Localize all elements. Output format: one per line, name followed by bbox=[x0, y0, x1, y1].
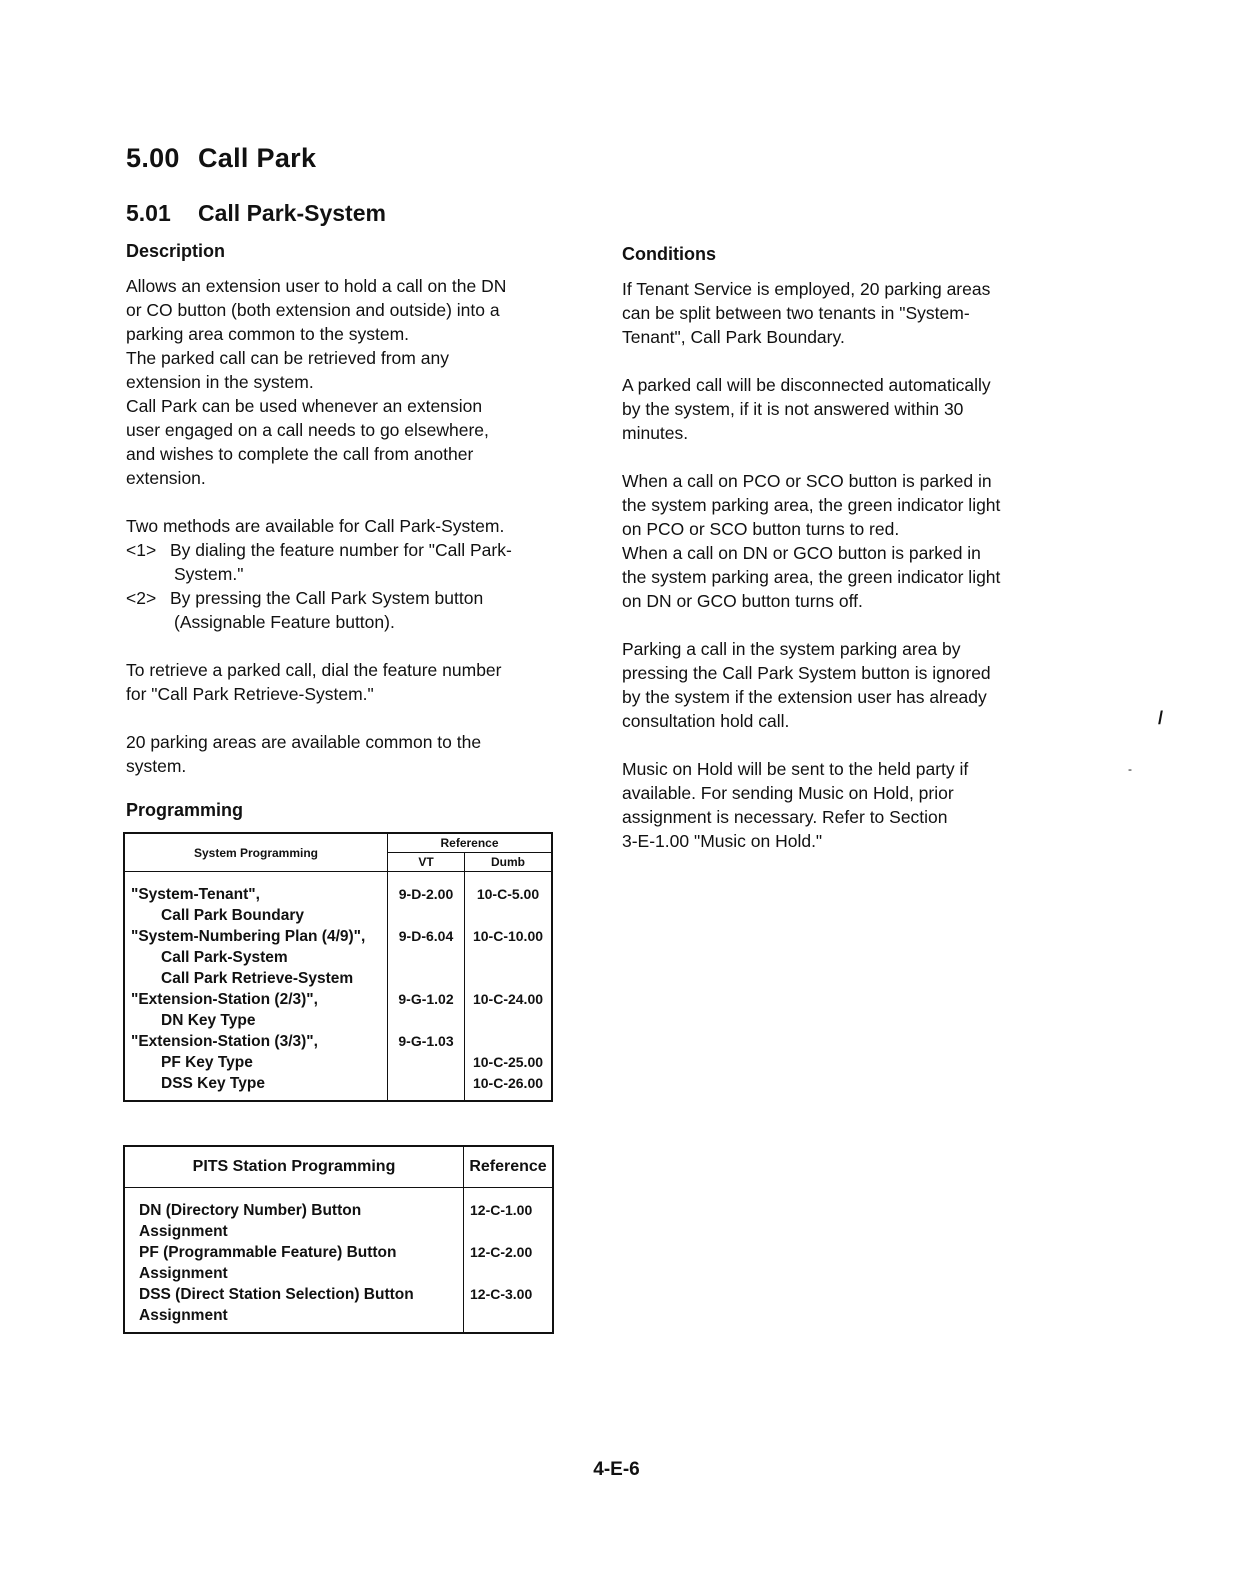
condition-line: the system parking area, the green indicator light bbox=[622, 495, 1001, 515]
description-line: extension in the system. bbox=[126, 372, 314, 392]
vt-ref: 9-D-6.04 bbox=[398, 928, 454, 944]
dumb-ref: 10-C-10.00 bbox=[472, 928, 544, 944]
areas-line: 20 parking areas are available common to the bbox=[126, 732, 482, 752]
pits-ref: 12-C-3.00 bbox=[464, 1284, 554, 1333]
method-text: By dialing the feature number for "Call Park- bbox=[170, 540, 512, 560]
pits-header: PITS Station Programming bbox=[124, 1146, 464, 1188]
retrieve-line: for "Call Park Retrieve-System." bbox=[126, 684, 374, 704]
dumb-ref: 10-C-5.00 bbox=[476, 886, 540, 902]
pits-programming-table bbox=[123, 1145, 554, 1334]
condition-line: When a call on PCO or SCO button is parked in bbox=[622, 471, 992, 491]
description-line: Allows an extension user to hold a call on the DN bbox=[126, 276, 507, 296]
method-text-cont: System." bbox=[174, 564, 244, 584]
description-line: or CO button (both extension and outside) into a bbox=[126, 300, 500, 320]
condition-line: 3-E-1.00 "Music on Hold." bbox=[622, 831, 823, 851]
table-row bbox=[124, 926, 552, 989]
table-row bbox=[124, 1284, 553, 1333]
pits-ref: 12-C-1.00 bbox=[464, 1188, 554, 1243]
subsection-heading bbox=[126, 200, 386, 227]
condition-line: assignment is necessary. Refer to Section bbox=[622, 807, 948, 827]
vt-header: VT bbox=[388, 853, 465, 872]
method-item bbox=[126, 538, 576, 586]
program-item: Call Park-System bbox=[161, 949, 288, 966]
program-name: "Extension-Station (3/3)", bbox=[131, 1033, 318, 1050]
conditions-heading: Conditions bbox=[622, 244, 716, 264]
condition-line: by the system, if it is not answered within 30 bbox=[622, 399, 964, 419]
pits-item-cont: Assignment bbox=[139, 1307, 228, 1324]
condition-line: Parking a call in the system parking area by bbox=[622, 639, 961, 659]
condition-line: Tenant", Call Park Boundary. bbox=[622, 327, 845, 347]
condition-line: Music on Hold will be sent to the held party if bbox=[622, 759, 969, 779]
vt-ref: 9-D-2.00 bbox=[398, 886, 454, 902]
table-row bbox=[124, 1031, 552, 1101]
condition-line: the system parking area, the green indicator light bbox=[622, 567, 1001, 587]
condition-line: When a call on DN or GCO button is parked in bbox=[622, 543, 981, 563]
vt-ref: 9-G-1.02 bbox=[398, 991, 454, 1007]
program-item: Call Park Retrieve-System bbox=[161, 970, 354, 987]
description-line: user engaged on a call needs to go elsewhere, bbox=[126, 420, 489, 440]
subsection-title: Call Park-System bbox=[198, 200, 386, 226]
pits-item-cont: Assignment bbox=[139, 1265, 228, 1282]
pits-item: DSS (Direct Station Selection) Button bbox=[139, 1286, 414, 1303]
description-line: extension. bbox=[126, 468, 206, 488]
dumb-ref: 10-C-26.00 bbox=[472, 1075, 544, 1091]
pits-item: PF (Programmable Feature) Button bbox=[139, 1244, 397, 1261]
methods-intro: Two methods are available for Call Park-System. bbox=[126, 516, 505, 536]
condition-line: If Tenant Service is employed, 20 parking areas bbox=[622, 279, 991, 299]
dumb-ref: 10-C-24.00 bbox=[472, 991, 544, 1007]
table-row bbox=[124, 1188, 553, 1243]
condition-line: can be split between two tenants in "System- bbox=[622, 303, 970, 323]
description-line: parking area common to the system. bbox=[126, 324, 410, 344]
system-programming-header: System Programming bbox=[124, 833, 388, 872]
scan-speck: / bbox=[1158, 708, 1164, 728]
condition-line: pressing the Call Park System button is ignored bbox=[622, 663, 991, 683]
retrieve-line: To retrieve a parked call, dial the feature number bbox=[126, 660, 502, 680]
method-item bbox=[126, 586, 576, 634]
program-name: "Extension-Station (2/3)", bbox=[131, 991, 318, 1008]
vt-ref: 9-G-1.03 bbox=[398, 1033, 454, 1049]
page-number: 4-E-6 bbox=[593, 1459, 640, 1480]
description-line: Call Park can be used whenever an extension bbox=[126, 396, 483, 416]
scan-speck: - bbox=[1128, 762, 1132, 776]
table-row bbox=[124, 1242, 553, 1284]
condition-line: A parked call will be disconnected automatically bbox=[622, 375, 991, 395]
pits-reference-header: Reference bbox=[464, 1146, 554, 1188]
conditions-column bbox=[622, 277, 1082, 853]
system-programming-table bbox=[123, 832, 553, 1102]
dumb-ref: 10-C-25.00 bbox=[472, 1054, 544, 1070]
section-number: 5.00 bbox=[126, 143, 180, 173]
condition-line: on DN or GCO button turns off. bbox=[622, 591, 863, 611]
areas-line: system. bbox=[126, 756, 187, 776]
method-text-cont: (Assignable Feature button). bbox=[174, 612, 395, 632]
condition-line: available. For sending Music on Hold, prior bbox=[622, 783, 954, 803]
reference-header: Reference bbox=[388, 833, 553, 853]
description-line: and wishes to complete the call from another bbox=[126, 444, 474, 464]
description-column bbox=[126, 274, 576, 778]
section-title: Call Park bbox=[198, 143, 317, 173]
description-line: The parked call can be retrieved from any bbox=[126, 348, 449, 368]
method-number: <2> bbox=[126, 588, 157, 608]
program-item: Call Park Boundary bbox=[161, 907, 304, 924]
condition-line: minutes. bbox=[622, 423, 689, 443]
program-name: "System-Tenant", bbox=[131, 886, 260, 903]
programming-heading: Programming bbox=[126, 800, 244, 820]
pits-item: DN (Directory Number) Button bbox=[139, 1202, 362, 1219]
method-text: By pressing the Call Park System button bbox=[170, 588, 484, 608]
subsection-number: 5.01 bbox=[126, 200, 171, 226]
program-name: "System-Numbering Plan (4/9)", bbox=[131, 928, 366, 945]
pits-item-cont: Assignment bbox=[139, 1223, 228, 1240]
program-item: DN Key Type bbox=[161, 1012, 256, 1029]
condition-line: on PCO or SCO button turns to red. bbox=[622, 519, 900, 539]
program-item: PF Key Type bbox=[161, 1054, 253, 1071]
description-heading: Description bbox=[126, 241, 226, 261]
table-row bbox=[124, 989, 552, 1031]
method-number: <1> bbox=[126, 540, 157, 560]
section-heading bbox=[126, 143, 316, 174]
table-row bbox=[124, 872, 552, 927]
condition-line: consultation hold call. bbox=[622, 711, 790, 731]
dumb-header: Dumb bbox=[465, 853, 553, 872]
program-item: DSS Key Type bbox=[161, 1075, 265, 1092]
pits-ref: 12-C-2.00 bbox=[464, 1242, 554, 1284]
condition-line: by the system if the extension user has already bbox=[622, 687, 987, 707]
